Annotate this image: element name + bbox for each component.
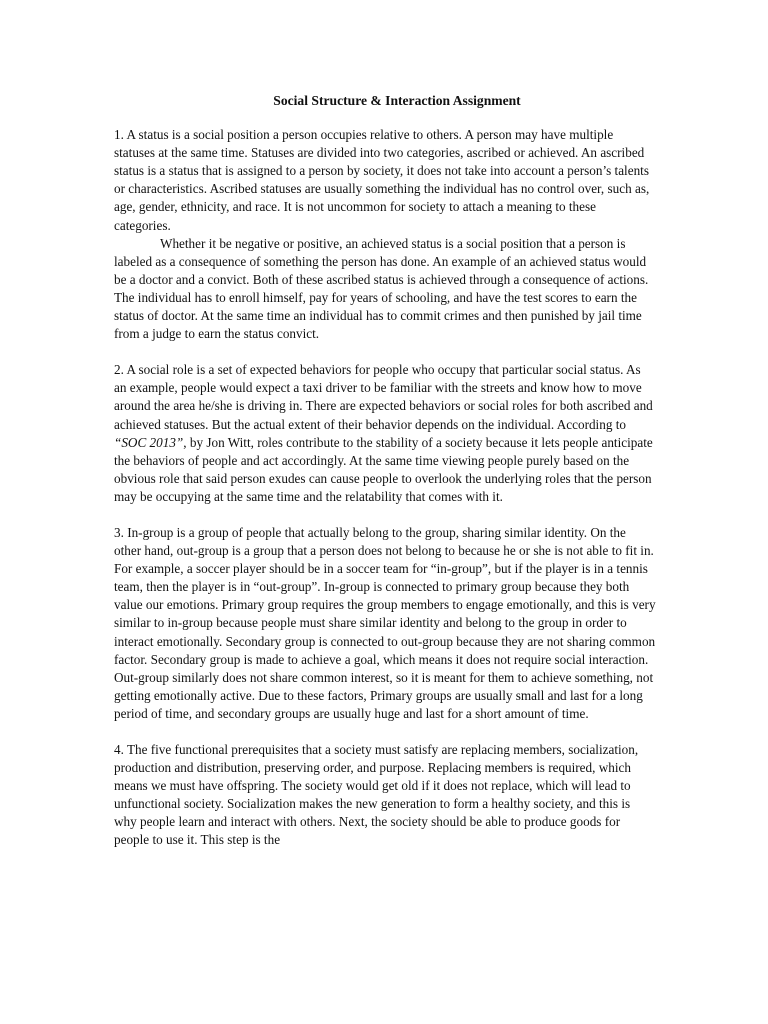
section-1-paragraph-2: Whether it be negative or positive, an achieved status is a social position that a person is labeled as a consequence of something the person has done. An example of an achieved status would be a doctor and a convict. Both of these ascribed status is achieved through a consequence of actions. The individual has to enroll himself, pay for years of schooling, and have the test scores to earn the status of doctor. At the same time an individual has to commit crimes and then punished by jail time from a judge to earn the status convict. <box>114 235 649 342</box>
section-4 <box>114 741 656 850</box>
section-3 <box>114 524 656 723</box>
section-2-text-before-citation: 2. A social role is a set of expected behaviors for people who occupy that particular social status. As an example, people would expect a taxi driver to be familiar with the streets and know how to move around the area he/she is driving in. There are expected behaviors or social roles for both ascribed and achieved statuses. But the actual extent of their behavior depends on the individual. According to <box>114 362 653 432</box>
section-1 <box>114 126 656 343</box>
document-page <box>114 92 656 868</box>
document-title: Social Structure & Interaction Assignment <box>273 93 521 108</box>
section-2-text-after-citation: , by Jon Witt, roles contribute to the stability of a society because it lets people anticipate the behaviors of people and act accordingly. At the same time viewing people purely based on the obvious role that said person exudes can cause people to overlook the underlying roles that the person may be occupying at the same time and the relatability that comes with it. <box>114 434 653 504</box>
section-2 <box>114 361 656 506</box>
section-1-paragraph-1: 1. A status is a social position a person occupies relative to others. A person may have multiple statuses at the same time. Statuses are divided into two categories, ascribed or achieved. An ascribed status is a status that is assigned to a person by society, it does not take into account a person’s talents or characteristics. Ascribed statuses are usually something the individual has no control over, such as, age, gender, ethnicity, and race. It is not uncommon for society to attach a meaning to these categories. <box>114 127 650 233</box>
section-3-paragraph: 3. In-group is a group of people that actually belong to the group, sharing similar identity. On the other hand, out-group is a group that a person does not belong to because he or she is not able to fit in. For example, a soccer player should be in a soccer team for “in-group”, but if the player is in a tennis team, then the player is in “out-group”. In-group is connected to primary group because they both value our emotions. Primary group requires the group members to engage emotionally, and this is very similar to in-group because people must share similar identity and belong to the group in order to interact emotionally. Secondary group is connected to out-group because they are not sharing common factor. Secondary group is made to achieve a goal, which means it does not require social interaction. Out-group similarly does not share common interest, so it is meant for them to achieve something, not getting emotionally active. Due to these factors, Primary groups are usually small and last for a long period of time, and secondary groups are usually huge and last for a short amount of time. <box>114 524 656 721</box>
section-4-paragraph: 4. The five functional prerequisites that a society must satisfy are replacing members, socialization, production and distribution, preserving order, and purpose. Replacing members is required, which means we must have offspring. The society would get old if it does not replace, which will lead to unfunctional society. Socialization makes the new generation to form a healthy society, and this is why people learn and interact with others. Next, the society should be able to produce goods for people to use it. This step is the <box>114 742 639 848</box>
citation-title: “SOC 2013” <box>114 434 184 450</box>
section-2-paragraph <box>114 361 656 506</box>
